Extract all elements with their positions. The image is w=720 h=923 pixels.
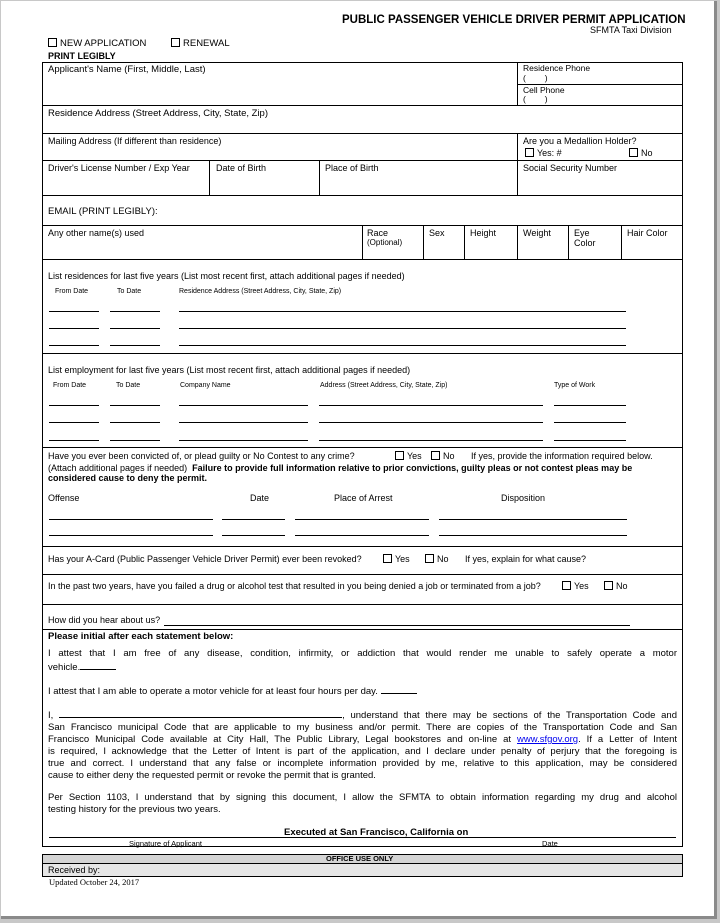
place-of-arrest-header: Place of Arrest — [334, 493, 393, 503]
offense-header: Offense — [48, 493, 80, 503]
form-division: SFMTA Taxi Division — [590, 25, 672, 35]
statement-2-initial[interactable] — [381, 684, 417, 694]
residences-from-date: From Date — [55, 288, 89, 295]
drug-test-no-option[interactable]: No — [604, 581, 628, 592]
acard-no-checkbox[interactable] — [425, 554, 434, 563]
medallion-holder-label: Are you a Medallion Holder? — [523, 136, 637, 146]
acard-no-option[interactable]: No — [425, 554, 449, 565]
signature-label: Signature of Applicant — [129, 839, 202, 848]
convictions-yes-option[interactable]: Yes — [395, 451, 422, 462]
ssn-label[interactable]: Social Security Number — [523, 163, 618, 173]
employment-to-date: To Date — [116, 382, 141, 389]
date-header: Date — [250, 493, 270, 503]
renewal-checkbox[interactable] — [171, 38, 180, 47]
sfgov-link[interactable]: www.sfgov.org — [517, 734, 579, 745]
convictions-no-option[interactable]: No — [431, 451, 455, 462]
employment-work-type-header: Type of Work — [554, 382, 596, 389]
other-names-label[interactable]: Any other name(s) used — [48, 228, 145, 238]
eye-color-label-2: Color — [574, 238, 596, 248]
mailing-address-label[interactable]: Mailing Address (If different than residence) — [48, 136, 222, 146]
convictions-yes-checkbox[interactable] — [395, 451, 404, 460]
acard-if-yes: If yes, explain for what cause? — [465, 554, 587, 564]
medallion-no-checkbox[interactable] — [629, 148, 638, 157]
drug-test-yes-option[interactable]: Yes — [562, 581, 589, 592]
office-use-title: OFFICE USE ONLY — [326, 854, 394, 863]
hair-color-label[interactable]: Hair Color — [627, 228, 668, 238]
medallion-no-option[interactable]: No — [629, 148, 653, 159]
signature-line[interactable] — [49, 837, 676, 838]
referral-input[interactable] — [164, 625, 630, 626]
height-label[interactable]: Height — [470, 228, 497, 238]
eye-color-label-1[interactable]: Eye — [574, 228, 590, 238]
weight-label[interactable]: Weight — [523, 228, 551, 238]
employment-address-header: Address (Street Address, City, State, Zip) — [320, 382, 448, 389]
statement-1-initial[interactable] — [80, 660, 116, 670]
date-of-birth-label[interactable]: Date of Birth — [216, 163, 267, 173]
employment-from-date: From Date — [53, 382, 87, 389]
statement-3: I, , understand that there may be sections of the Transportation Code and San Francisco municipal Code that are applicable to my business and/or permit. There are copies of the Transportation Code and San Francisco Municipal Code available at City Hall, The Public Library, Legal bookstores and on-line at www.sfgov.org. If a Letter of Intent is required, I acknowledge that the Letter of Intent is part of the application, and I declare under penalty of perjury that the foregoing is true and correct. I understand that any false or incomplete information provided by me, relative to this application, may be considered cause to either deny the requested permit or revoke the permit that is granted. — [48, 710, 678, 781]
residence-address-label[interactable]: Residence Address (Street Address, City, State, Zip) — [48, 108, 269, 119]
cell-phone-label[interactable]: Cell Phone — [523, 85, 565, 95]
race-label[interactable]: Race — [367, 228, 389, 238]
referral-question: How did you hear about us? — [48, 615, 161, 625]
drug-test-no-checkbox[interactable] — [604, 581, 613, 590]
convictions-warning: (Attach additional pages if needed) Failure to provide full information relative to prior convictions, guilty pleas or not contest pleas may be — [48, 463, 633, 473]
sex-label[interactable]: Sex — [429, 228, 445, 238]
race-optional-label: (Optional) — [367, 238, 403, 247]
applicant-name-label[interactable]: Applicant's Name (First, Middle, Last) — [48, 64, 206, 75]
residences-to-date: To Date — [117, 288, 142, 295]
residence-phone-area: ( ) — [523, 73, 548, 83]
renewal-option[interactable]: RENEWAL — [171, 38, 230, 49]
date-label: Date — [542, 839, 558, 848]
office-use-box — [42, 863, 683, 877]
convictions-warning-2: considered cause to deny the permit. — [48, 473, 208, 483]
acard-yes-option[interactable]: Yes — [383, 554, 410, 565]
statement-1: I attest that I am free of any disease, condition, infirmity, or addiction that would render me unable to safely operate a motor vehicle. — [48, 648, 677, 673]
statements-heading: Please initial after each statement below: — [48, 631, 234, 642]
updated-date: Updated October 24, 2017 — [49, 877, 140, 887]
form-page — [1, 1, 717, 919]
residences-address-header: Residence Address (Street Address, City, State, Zip) — [179, 288, 342, 295]
employment-title: List employment for last five years (List most recent first, attach additional pages if needed) — [48, 365, 411, 375]
residences-title: List residences for last five years (List most recent first, attach additional pages if needed) — [48, 271, 405, 281]
residence-phone-label[interactable]: Residence Phone — [523, 63, 591, 73]
applicant-name-input[interactable] — [59, 708, 342, 718]
cell-phone-area: ( ) — [523, 94, 548, 104]
drug-test-yes-checkbox[interactable] — [562, 581, 571, 590]
statement-4: Per Section 1103, I understand that by signing this document, I allow the SFMTA to obtain information regarding my drug and alcohol testing history for the previous two years. — [48, 792, 677, 815]
new-application-checkbox[interactable] — [48, 38, 57, 47]
employment-company-header: Company Name — [180, 382, 231, 389]
convictions-question: Have you ever been convicted of, or plead guilty or No Contest to any crime? — [48, 451, 355, 461]
new-application-option[interactable]: NEW APPLICATION — [48, 38, 146, 49]
place-of-birth-label[interactable]: Place of Birth — [325, 163, 379, 173]
medallion-yes-checkbox[interactable] — [525, 148, 534, 157]
drug-test-question: In the past two years, have you failed a drug or alcohol test that resulted in you being denied a job or terminated from a job? — [48, 581, 541, 591]
disposition-header: Disposition — [501, 493, 546, 503]
acard-yes-checkbox[interactable] — [383, 554, 392, 563]
acard-question: Has your A-Card (Public Passenger Vehicle Driver Permit) ever been revoked? — [48, 554, 362, 564]
convictions-if-yes: If yes, provide the information required below. — [471, 451, 653, 461]
executed-statement: Executed at San Francisco, California on — [284, 827, 469, 838]
form-title: PUBLIC PASSENGER VEHICLE DRIVER PERMIT APPLICATION — [342, 14, 686, 26]
statement-2: I attest that I am able to operate a motor vehicle for at least four hours per day. — [48, 684, 677, 698]
drivers-license-label[interactable]: Driver's License Number / Exp Year — [48, 163, 190, 173]
convictions-no-checkbox[interactable] — [431, 451, 440, 460]
email-label[interactable]: EMAIL (PRINT LEGIBLY): — [48, 206, 158, 217]
received-by-label: Received by: — [48, 865, 101, 875]
medallion-yes-option[interactable]: Yes: # — [525, 148, 562, 159]
print-legibly-label: PRINT LEGIBLY — [48, 51, 116, 61]
